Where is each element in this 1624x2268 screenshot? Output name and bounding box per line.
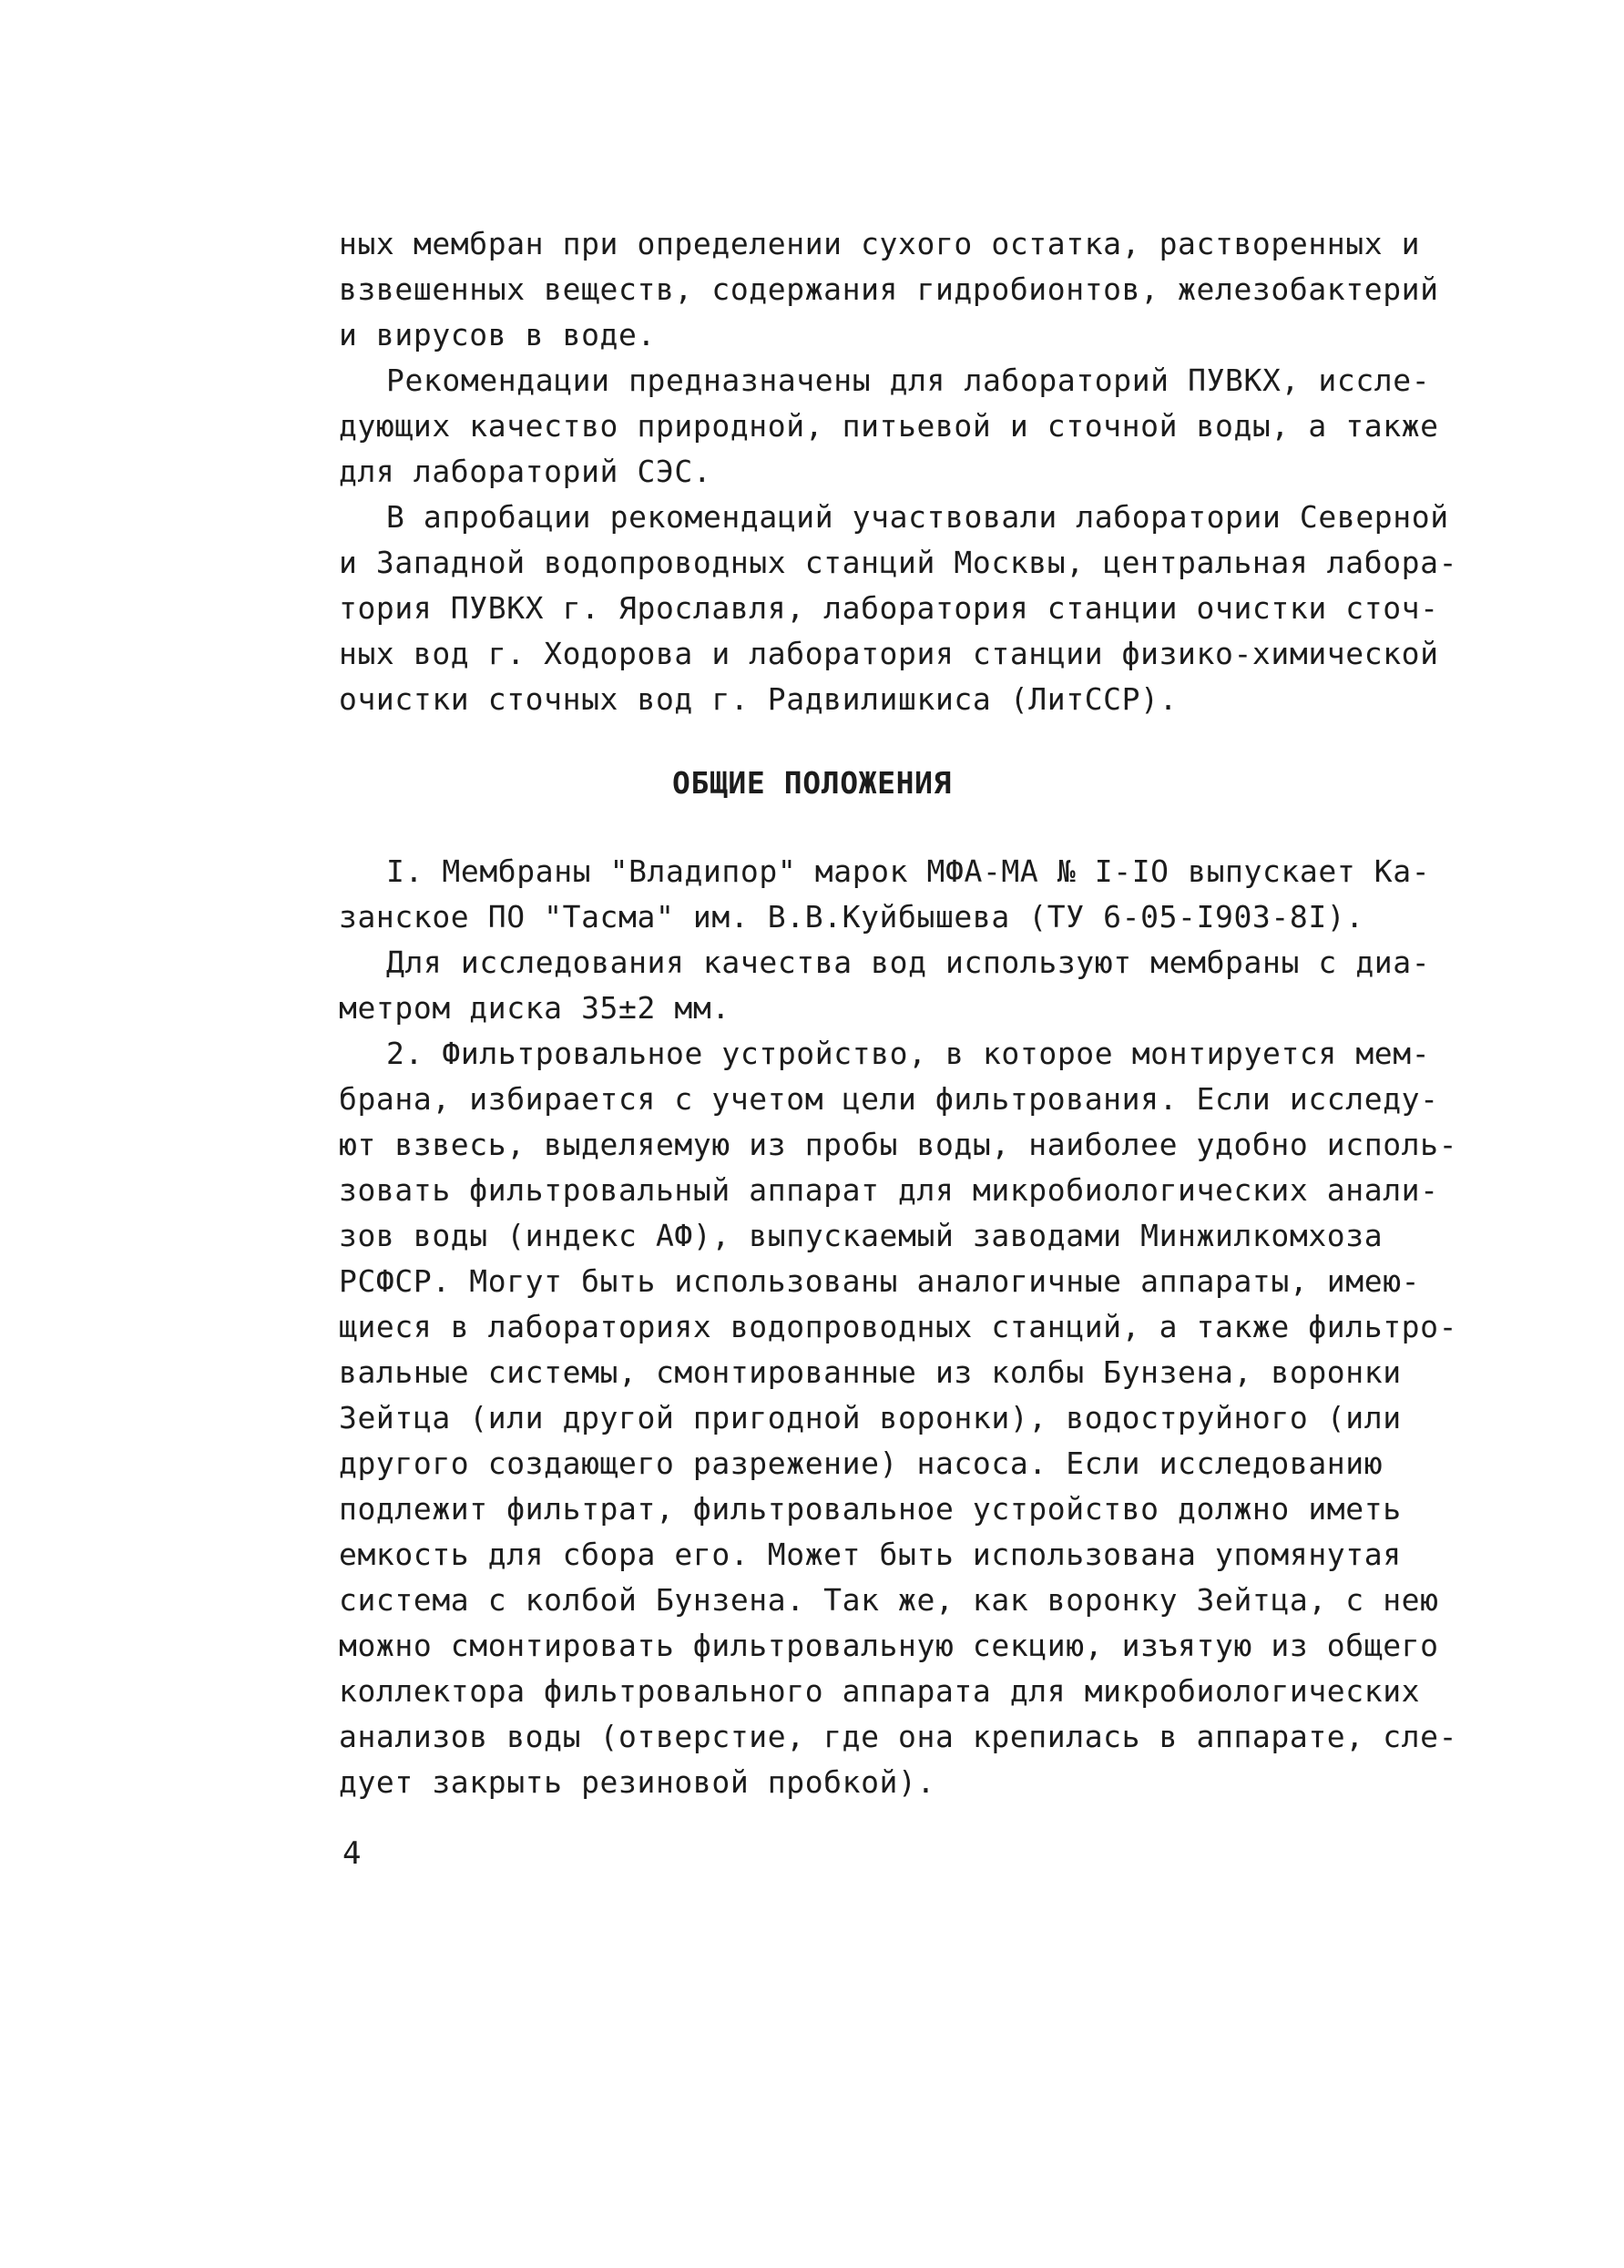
text-line: Для исследования качества вод используют мембраны с диа- [386, 945, 1431, 980]
text-line: ют взвесь, выделяемую из пробы воды, наиболее удобно исполь- [339, 1127, 1458, 1162]
text-line: система с колбой Бунзена. Так же, как воронку Зейтца, с нею [339, 1582, 1439, 1618]
intro-paragraph-1 [339, 221, 1439, 358]
text-line: В апробации рекомендаций участвовали лаборатории Северной [386, 499, 1449, 535]
text-line: тория ПУВКХ г. Ярославля, лаборатория станции очистки сточ- [339, 590, 1439, 626]
text-line: щиеся в лабораториях водопроводных станций, а также фильтро- [339, 1309, 1458, 1344]
text-line: анализов воды (отверстие, где она крепилась в аппарате, сле- [339, 1719, 1458, 1754]
text-line: подлежит фильтрат, фильтровальное устройство должно иметь [339, 1491, 1402, 1527]
text-line: можно смонтировать фильтровальную секцию, изъятую из общего [339, 1628, 1439, 1663]
text-line: и Западной водопроводных станций Москвы, центральная лабора- [339, 545, 1458, 580]
text-line: коллектора фильтровального аппарата для микробиологических [339, 1673, 1421, 1709]
text-line: емкость для сбора его. Может быть использована упомянутая [339, 1537, 1402, 1572]
page-number: 4 [342, 1835, 362, 1872]
text-line: Зейтца (или другой пригодной воронки), водоструйного (или [339, 1400, 1402, 1435]
text-line: метром диска 35±2 мм. [339, 990, 730, 1026]
text-line: ных мембран при определении сухого остатка, растворенных и [339, 226, 1421, 261]
text-line: дующих качество природной, питьевой и сточной воды, а также [339, 408, 1439, 444]
text-line: другого создающего разрежение) насоса. Если исследованию [339, 1446, 1384, 1481]
text-line: РСФСР. Могут быть использованы аналогичные аппараты, имею- [339, 1263, 1421, 1299]
section-heading: ОБЩИЕ ПОЛОЖЕНИЯ [671, 765, 952, 801]
section-item-2 [339, 1031, 1457, 1805]
intro-paragraph-2 [339, 358, 1439, 495]
text-line: зов воды (индекс АФ), выпускаемый заводами Минжилкомхоза [339, 1218, 1384, 1253]
text-line: 2. Фильтровальное устройство, в которое монтируется мем- [386, 1036, 1431, 1071]
text-line: взвешенных веществ, содержания гидробионтов, железобактерий [339, 271, 1439, 307]
text-line: ных вод г. Ходорова и лаборатория станции физико-химической [339, 636, 1439, 671]
text-line: дует закрыть резиновой пробкой). [339, 1764, 935, 1800]
text-line: I. Мембраны "Владипор" марок МФА-МА № I-IO выпускает Ка- [386, 853, 1431, 889]
section-item-1 [339, 849, 1430, 940]
text-line: и вирусов в воде. [339, 317, 656, 352]
text-line: Рекомендации предназначены для лабораторий ПУВКХ, иссле- [386, 363, 1431, 398]
intro-paragraph-3 [339, 495, 1457, 722]
text-line: зовать фильтровальный аппарат для микробиологических анали- [339, 1172, 1439, 1208]
text-line: вальные системы, смонтированные из колбы Бунзена, воронки [339, 1354, 1402, 1390]
text-line: очистки сточных вод г. Радвилишкиса (ЛитССР). [339, 681, 1179, 717]
text-line: для лабораторий СЭС. [339, 454, 712, 489]
text-line: занское ПО "Тасма" им. В.В.Куйбышева (ТУ 6-05-I903-8I). [339, 899, 1364, 935]
section-item-1-note [339, 940, 1430, 1031]
text-line: брана, избирается с учетом цели фильтрования. Если исследу- [339, 1081, 1439, 1117]
